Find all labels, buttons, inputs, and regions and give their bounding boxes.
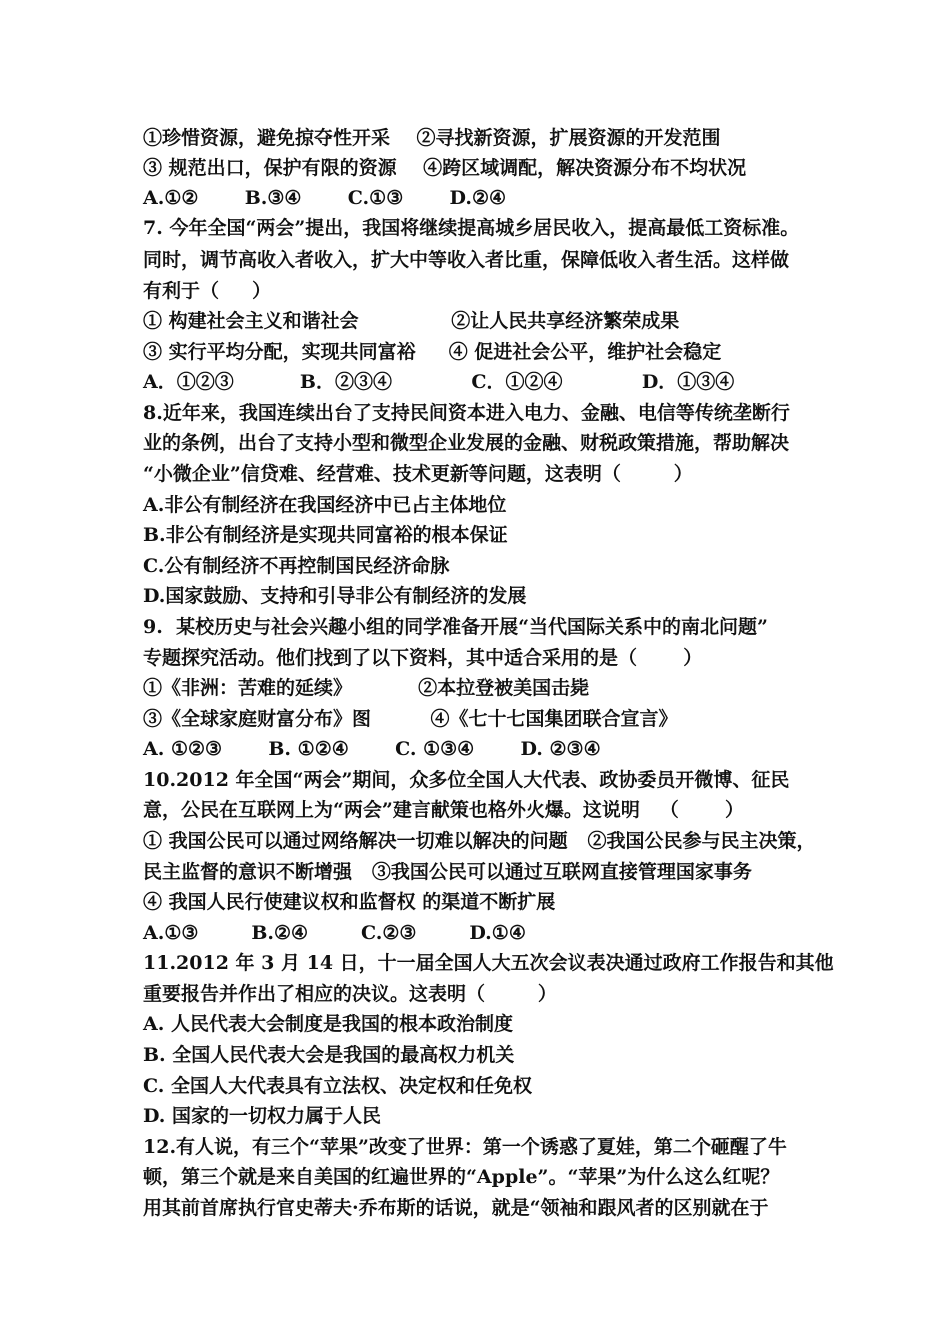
text-line: ① 我国公民可以通过网络解决一切难以解决的问题 ②我国公民参与民主决策，	[143, 830, 816, 852]
text-line: 有利于（ ）	[143, 280, 272, 302]
text-line: D. 国家的一切权力属于人民	[143, 1105, 382, 1127]
text-line: 用其前首席执行官史蒂夫·乔布斯的话说，就是“领袖和跟风者的区别就在于	[143, 1197, 769, 1219]
text-line: D.国家鼓励、支持和引导非公有制经济的发展	[143, 585, 527, 607]
text-line: ① 构建社会主义和谐社会 ②让人民共享经济繁荣成果	[143, 310, 680, 332]
text-line: 10.2012 年全国“两会”期间，众多位全国人大代表、政协委员开微博、征民	[143, 769, 790, 791]
text-line: A. 人民代表大会制度是我国的根本政治制度	[143, 1013, 513, 1035]
text-line: A.①③ B.②④ C.②③ D.①④	[143, 922, 526, 944]
text-line: ④ 我国人民行使建议权和监督权 的渠道不断扩展	[143, 891, 556, 913]
text-line: 业的条例，出台了支持小型和微型企业发展的金融、财税政策措施，帮助解决	[143, 432, 790, 454]
text-line: ③ 实行平均分配，实现共同富裕 ④ 促进社会公平，维护社会稳定	[143, 341, 722, 363]
text-line: A.非公有制经济在我国经济中已占主体地位	[143, 494, 507, 516]
text-line: 同时，调节高收入者收入，扩大中等收入者比重，保障低收入者生活。这样做	[143, 249, 790, 271]
text-line: “小微企业”信贷难、经营难、技术更新等问题，这表明（ ）	[143, 463, 693, 485]
text-line: ③ 规范出口，保护有限的资源 ④跨区域调配，解决资源分布不均状况	[143, 157, 747, 179]
text-line: ①《非洲：苦难的延续》 ②本拉登被美国击毙	[143, 677, 590, 699]
text-line: 重要报告并作出了相应的决议。这表明（ ）	[143, 983, 557, 1005]
text-line: C. 全国人大代表具有立法权、决定权和任免权	[143, 1075, 533, 1097]
text-line: A. ①②③ B. ①②④ C. ①③④ D. ②③④	[143, 738, 601, 760]
text-line: 顿，第三个就是来自美国的红遍世界的“Apple”。“苹果”为什么这么红呢？	[143, 1166, 780, 1188]
text-line: A．①②③ B．②③④ C．①②④ D．①③④	[143, 371, 735, 393]
text-line: B.非公有制经济是实现共同富裕的根本保证	[143, 524, 508, 546]
text-line: ③《全球家庭财富分布》图 ④《七十七国集团联合宣言》	[143, 708, 678, 730]
text-line: 专题探究活动。他们找到了以下资料，其中适合采用的是（ ）	[143, 647, 703, 669]
text-line: ①珍惜资源，避免掠夺性开采 ②寻找新资源，扩展资源的开发范围	[143, 127, 721, 149]
text-line: 意，公民在互联网上为“两会”建言献策也格外火爆。这说明 （ ）	[143, 799, 745, 821]
text-line: 12.有人说，有三个“苹果”改变了世界：第一个诱惑了夏娃，第二个砸醒了牛	[143, 1136, 787, 1158]
text-line: C.公有制经济不再控制国民经济命脉	[143, 555, 450, 577]
text-line: A.①② B.③④ C.①③ D.②④	[143, 187, 507, 209]
text-line: 9. 某校历史与社会兴趣小组的同学准备开展“当代国际关系中的南北问题”	[143, 616, 768, 638]
text-line: B. 全国人民代表大会是我国的最高权力机关	[143, 1044, 515, 1066]
text-line: 民主监督的意识不断增强 ③我国公民可以通过互联网直接管理国家事务	[143, 861, 752, 883]
text-line: 11.2012 年 3 月 14 日，十一届全国人大五次会议表决通过政府工作报告和其他	[143, 952, 834, 974]
text-line: 7. 今年全国“两会”提出，我国将继续提高城乡居民收入，提高最低工资标准。	[143, 217, 800, 239]
text-line: 8.近年来，我国连续出台了支持民间资本进入电力、金融、电信等传统垄断行	[143, 402, 790, 424]
